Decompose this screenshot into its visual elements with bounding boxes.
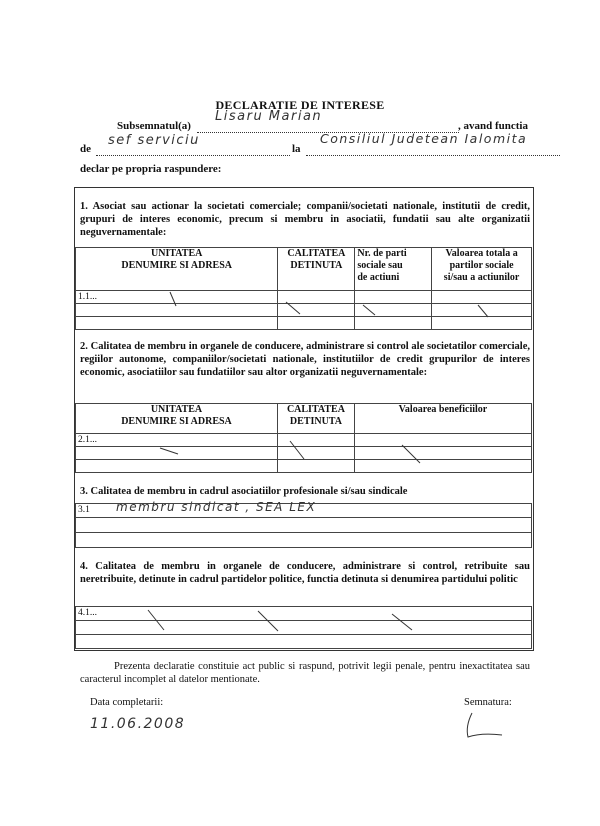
section2-cell	[354, 447, 531, 460]
section1-cell	[432, 304, 532, 317]
date-label: Data completarii:	[90, 697, 164, 708]
function-dotted-line	[96, 151, 290, 156]
signature-mark	[467, 713, 502, 737]
institution-dotted-line	[306, 151, 560, 156]
section4-row-label: 4.1...	[76, 607, 532, 621]
section1-heading: 1. Asociat sau actionar la societati comerciale; companii/societati nationale, institutii de credit, grupuri de interes economic, precum si membru in asociatii, fundatii sau alte organizatii neguvernamentale:	[80, 201, 530, 238]
section2-cell	[76, 447, 278, 460]
section1-cell	[278, 317, 355, 330]
section4-table	[75, 606, 532, 649]
section1-cell	[432, 291, 532, 304]
section2-row-label: 2.1...	[76, 434, 278, 447]
section3-table	[75, 500, 532, 548]
signature-label: Semnatura:	[464, 697, 512, 708]
section2-col-calitatea: CALITATEA DETINUTA	[277, 404, 354, 434]
de-label: de	[80, 143, 91, 155]
la-label: la	[292, 143, 301, 155]
section1-cell	[355, 291, 432, 304]
section2-cell	[76, 460, 278, 473]
function-value: sef serviciu	[108, 133, 200, 148]
section1-cell	[278, 291, 355, 304]
section3-row	[76, 500, 532, 518]
name-value: Lisaru Marian	[215, 109, 323, 124]
section1-cell	[76, 304, 278, 317]
institution-value: Consiliul Judetean Ialomita	[320, 131, 528, 146]
section1-cell	[432, 317, 532, 330]
section1-row-label: 1.1...	[76, 291, 278, 304]
section3-heading: 3. Calitatea de membru in cadrul asociatiilor profesionale si/sau sindicale	[80, 486, 408, 497]
section2-table	[75, 403, 532, 473]
section1-table	[75, 247, 532, 330]
document-title: DECLARATIE DE INTERESE	[215, 98, 385, 112]
section4-cell	[76, 621, 532, 635]
declar-text: declar pe propria raspundere:	[80, 163, 222, 175]
section2-col-valoarea: Valoarea beneficiilor	[354, 404, 531, 434]
section2-cell	[354, 434, 531, 447]
section3-row-value: membru sindicat , SEA LEX	[116, 500, 317, 514]
section2-cell	[277, 447, 354, 460]
section2-cell	[277, 434, 354, 447]
section1-cell	[278, 304, 355, 317]
section1-col-nr-parti: Nr. de parti sociale sau de actiuni	[355, 248, 432, 291]
subsemnatul-label: Subsemnatul(a)	[117, 120, 191, 132]
date-value: 11.06.2008	[90, 716, 186, 732]
footer-statement: Prezenta declaratie constituie act public si raspund, potrivit legii penale, pentru inexactitatea sau caracterul incomplet al datelor mentionate.	[80, 661, 530, 685]
section4-heading: 4. Calitatea de membru in organele de conducere, administrare si control, retribuite sau neretribuite, detinute in cadrul partidelor politice, functia detinuta si denumirea partidului politic	[80, 561, 530, 585]
section4-cell	[76, 635, 532, 649]
section2-cell	[354, 460, 531, 473]
section2-heading: 2. Calitatea de membru in organele de conducere, administrare si control ale societatilor comerciale, regiilor autonome, companiilor/societati nationale, institutiilor de credit grupurilor de interes economic, asociatiilor sau fundatiilor sau altor organizatii neguvernamentale:	[80, 341, 530, 378]
section3-cell	[76, 533, 532, 548]
section1-cell	[76, 317, 278, 330]
section1-col-calitatea: CALITATEA DETINUTA	[278, 248, 355, 291]
section1-cell	[355, 304, 432, 317]
section1-cell	[355, 317, 432, 330]
section3-row-label: 3.1	[78, 505, 90, 515]
section2-col-unitatea: UNITATEA DENUMIRE SI ADRESA	[76, 404, 278, 434]
avand-functia-label: , avand functia	[458, 120, 528, 132]
section1-col-valoarea: Valoarea totala a partilor sociale si/sau a actiunilor	[432, 248, 532, 291]
section3-cell	[76, 518, 532, 533]
section1-col-unitatea: UNITATEA DENUMIRE SI ADRESA	[76, 248, 278, 291]
section2-cell	[277, 460, 354, 473]
